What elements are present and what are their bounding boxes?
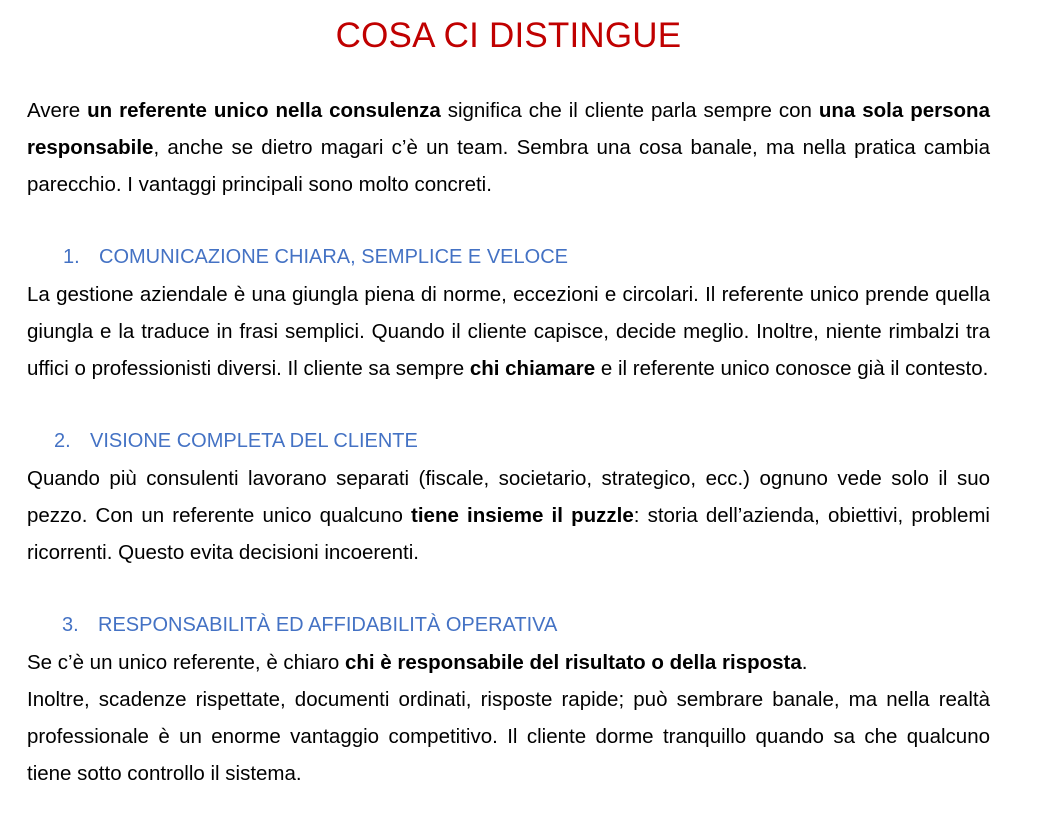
section-3-text-2: . <box>801 651 808 674</box>
section-3-text-1: Se c’è un unico referente, è chiaro <box>27 651 345 674</box>
page-title: COSA CI DISTINGUE <box>335 16 682 55</box>
section-1-text-1: La gestione aziendale è una giungla piena di norme, eccezioni e circolari. Il referente unico prende quella giungla e la traduce in frasi semplici. Quando il cliente capisce, decide meglio. Inoltre, niente rimbalzi tra uffici o professionisti diversi. Il cliente sa sempre <box>27 283 990 380</box>
section-2-number: 2. <box>54 430 71 452</box>
section-3-heading <box>27 607 990 644</box>
intro-bold-2: una sola persona responsabile <box>27 99 990 159</box>
section-2-title: VISIONE COMPLETA DEL CLIENTE <box>90 430 418 452</box>
section-3-bold-1: chi è responsabile del risultato o della risposta <box>344 651 802 674</box>
section-1-title: COMUNICAZIONE CHIARA, SEMPLICE E VELOCE <box>99 246 568 268</box>
section-1-heading <box>27 239 990 276</box>
section-1-paragraph <box>27 276 990 387</box>
section-1-number: 1. <box>63 246 80 268</box>
section-2-text-1: Quando più consulenti lavorano separati (fiscale, societario, strategico, ecc.) ognuno vede solo il suo pezzo. Con un referente unico qualcuno <box>27 467 990 527</box>
section-1-text-2: e il referente unico conosce già il contesto. <box>595 357 989 380</box>
section-3-title: RESPONSABILITÀ ED AFFIDABILITÀ OPERATIVA <box>98 614 558 636</box>
intro-text-2: significa che il cliente parla sempre con <box>440 99 819 122</box>
section-2-paragraph <box>27 460 990 571</box>
intro-text-1: Avere <box>27 99 88 122</box>
intro-text-3: , anche se dietro magari c’è un team. Sembra una cosa banale, ma nella pratica cambia parecchio. I vantaggi principali sono molto concreti. <box>27 136 990 196</box>
section-2-bold-1: tiene insieme il puzzle <box>411 504 634 527</box>
section-3-number: 3. <box>62 614 79 636</box>
intro-paragraph <box>27 92 990 203</box>
section-3-paragraph-2: Inoltre, scadenze rispettate, documenti ordinati, risposte rapide; può sembrare banale, ma nella realtà professionale è un enorme vantaggio competitivo. Il cliente dorme tranquillo quando sa che qualcuno tiene sotto controllo il sistema. <box>27 688 990 785</box>
section-1-bold-1: chi chiamare <box>469 357 596 380</box>
section-3-paragraph-1 <box>27 644 990 681</box>
section-2-text-2: : storia dell’azienda, obiettivi, problemi ricorrenti. Questo evita decisioni incoerenti. <box>27 504 990 564</box>
section-2-heading <box>27 423 990 460</box>
intro-bold-1: un referente unico nella consulenza <box>87 99 441 122</box>
